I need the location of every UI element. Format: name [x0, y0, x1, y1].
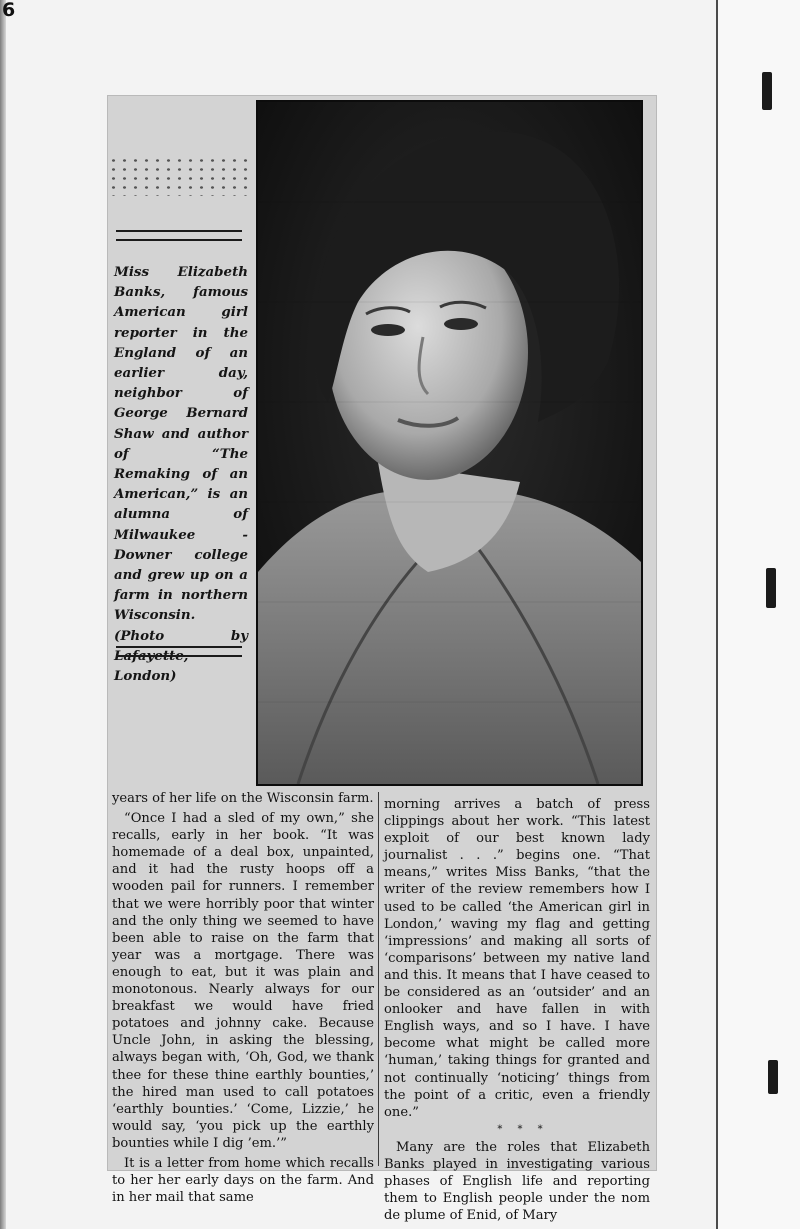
page-edge: [0, 0, 6, 1229]
binding-hole-mark: [768, 1060, 778, 1094]
column-divider: [378, 792, 379, 1166]
article-paragraph: It is a letter from home which recalls to her her early days on the farm. And in her mail that same: [112, 1155, 374, 1206]
halftone-dot-ornament: [108, 156, 250, 196]
article-column-left: [112, 790, 374, 1209]
caption-rule-top: [116, 230, 242, 241]
scrapbook-margin: [718, 0, 800, 1229]
article-paragraph: Many are the roles that Elizabeth Banks played in investigating various phases of English life and reporting them to English people under the nom de plume of Enid, of Mary: [384, 1139, 650, 1224]
binding-hole-mark: [766, 568, 776, 608]
section-break: * * *: [497, 1123, 549, 1135]
portrait-image: [258, 102, 641, 784]
binding-hole-mark: [762, 72, 772, 110]
article-paragraph: “Once I had a sled of my own,” she recalls, early in her book. “It was homemade of a deal box, unpainted, and it had the rusty hoops off a wooden pail for runners. I remember that we were horribly poor that winter and the only thing we seemed to have been able to raise on the farm that year was a mortgage. There was enough to eat, but it was plain and monotonous. Nearly always for our breakfast we would have fried potatoes and johnny cake. Because Uncle John, in asking the blessing, always began with, ‘Oh, God, we thank thee for these thine earthly bounties,’ the hired man used to call potatoes ‘earthly bounties.’ ‘Come, Lizzie,’ he would say, ‘you pick up the earthly bounties while I dig ’em.’”: [112, 811, 374, 1151]
article-paragraph: morning arrives a batch of press clippings about her work. “This latest exploit of our best known lady journalist . . .” begins one. “That means,” writes Miss Banks, “that the writer of the review remembers how I used to be called ‘the American girl in London,’ waving my flag and getting ‘impressions’ and making all sorts of ‘comparisons’ between my native land and this. It means that I have ceased to be considered as an ‘outsider’ and an onlooker and have fallen in with English ways, and so I have. I have become what might be called more ‘human,’ taking things for granted and not continually ‘noticing’ things from the point of a critic, even a friendly one.”: [384, 797, 650, 1120]
article-column-right: [384, 796, 650, 1227]
photo-caption: Miss Elizabeth Banks, famous American girl reporter in the England of an earlier day, neighbor of George Bernard Shaw and author of “The Remaking of an American,” is an alumna of Milwaukee - Downer college and grew up on a farm in northern Wisconsin. (Photo by Lafayette, London): [114, 264, 248, 685]
article-paragraph: years of her life on the Wisconsin farm.: [112, 791, 374, 806]
portrait-photo: [256, 100, 643, 786]
page-number: 6: [2, 0, 16, 21]
caption-rule-bottom: [116, 646, 242, 657]
newspaper-clipping: [108, 96, 656, 1224]
